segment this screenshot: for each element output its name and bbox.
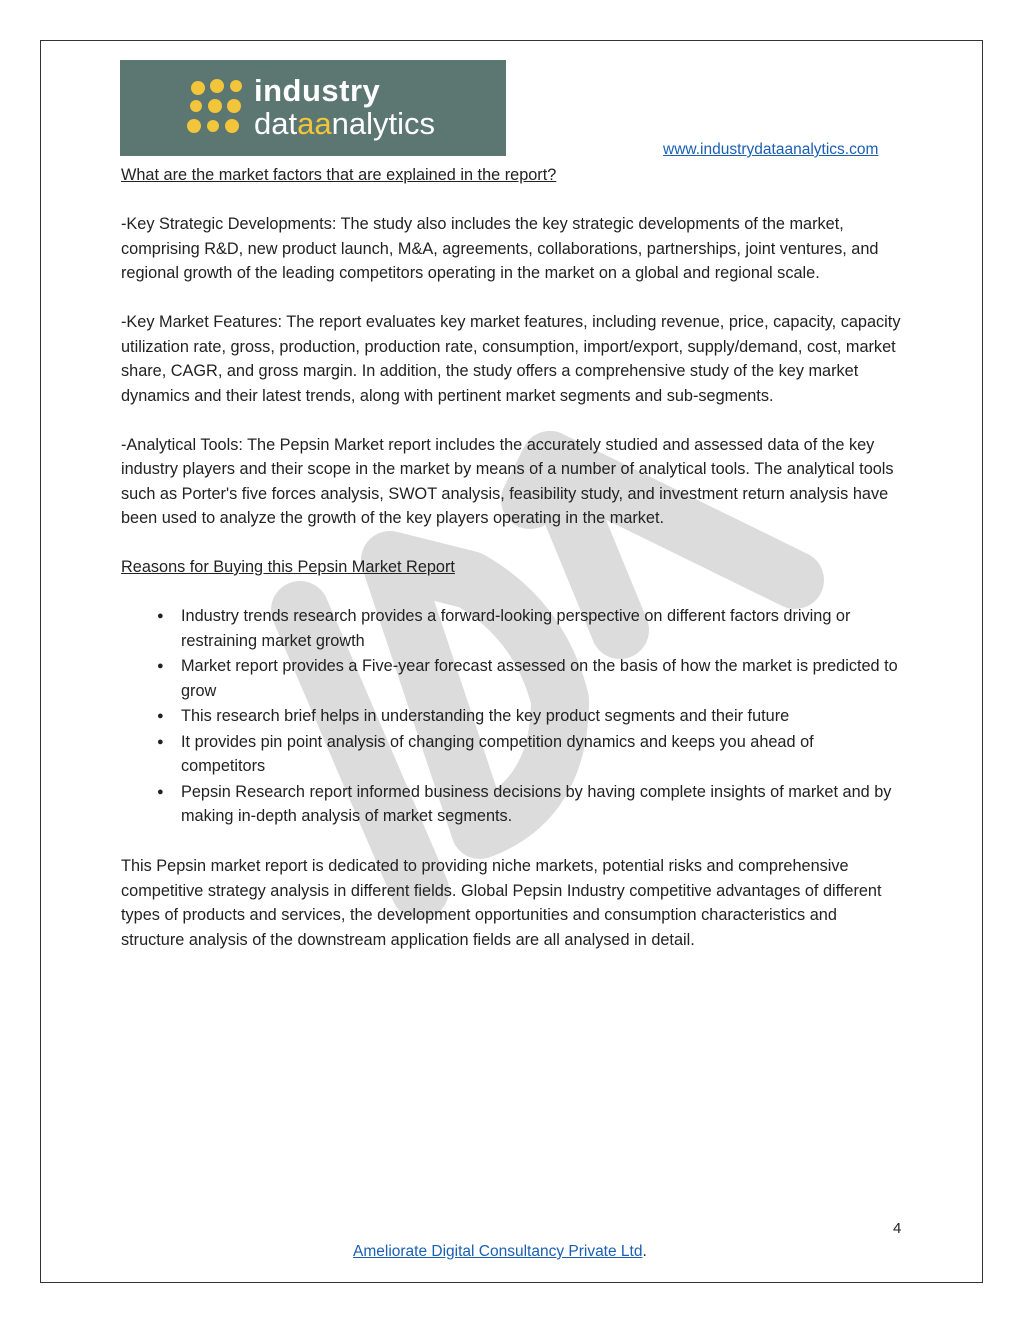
paragraph-closing: This Pepsin market report is dedicated to providing niche markets, potential risks and comprehensive competitive strategy analysis in different fields. Global Pepsin Industry competitive advantages of different types of products and services, the development opportunities and consumption characteristics and structure analysis of the downstream application fields are all analysed in detail. [121, 857, 882, 949]
list-item: ● This research brief helps in understanding the key product segments and their future [181, 704, 901, 729]
list-item: ● Market report provides a Five-year forecast assessed on the basis of how the market is predicted to grow [181, 654, 901, 703]
company-logo [120, 60, 506, 156]
website-link[interactable]: www.industrydataanalytics.com [663, 141, 879, 158]
paragraph-strategic-developments: -Key Strategic Developments: The study also includes the key strategic developments of the market, comprising R&D, new product launch, M&A, agreements, collaborations, partnerships, joint ventures, and regional growth of the leading competitors operating in the market on a global and regional scale. [121, 215, 879, 282]
footer [353, 1243, 647, 1261]
company-link[interactable]: Ameliorate Digital Consultancy Private Ltd [353, 1243, 643, 1260]
logo-word-dataanalytics [254, 106, 435, 142]
logo-part-highlight: aa [297, 106, 332, 141]
paragraph-market-features: -Key Market Features: The report evaluates key market features, including revenue, price, capacity, capacity utilization rate, gross, production, production rate, consumption, import/export, supply/demand, cost, market share, CAGR, and gross margin. In addition, the study offers a comprehensive study of the key market dynamics and their latest trends, along with pertinent market segments and sub-segments. [121, 313, 901, 405]
logo-part-a: dat [254, 106, 298, 141]
paragraph-analytical-tools: -Analytical Tools: The Pepsin Market report includes the accurately studied and assessed data of the key industry players and their scope in the market by means of a number of analytical tools. The analytical tools such as Porter's five forces analysis, SWOT analysis, feasibility study, and investment return analysis have been used to analyze the growth of the key players operating in the market. [121, 435, 894, 527]
list-item: ● Industry trends research provides a forward-looking perspective on different factors driving or restraining market growth [181, 604, 901, 653]
page-number: 4 [893, 1220, 902, 1237]
logo-part-b: nalytics [331, 106, 435, 141]
list-item: ● It provides pin point analysis of changing competition dynamics and keeps you ahead of competitors [181, 730, 901, 779]
report-content [121, 163, 901, 952]
reasons-list [121, 604, 901, 829]
list-item: ● Pepsin Research report informed business decisions by having complete insights of market and by making in-depth analysis of market segments. [181, 780, 901, 829]
logo-word-industry: industry [254, 73, 381, 108]
footer-trailing: . [642, 1243, 647, 1260]
dots-icon [120, 60, 250, 156]
section-heading-market-factors: What are the market factors that are explained in the report? [121, 166, 557, 184]
section-heading-reasons: Reasons for Buying this Pepsin Market Report [121, 558, 455, 576]
